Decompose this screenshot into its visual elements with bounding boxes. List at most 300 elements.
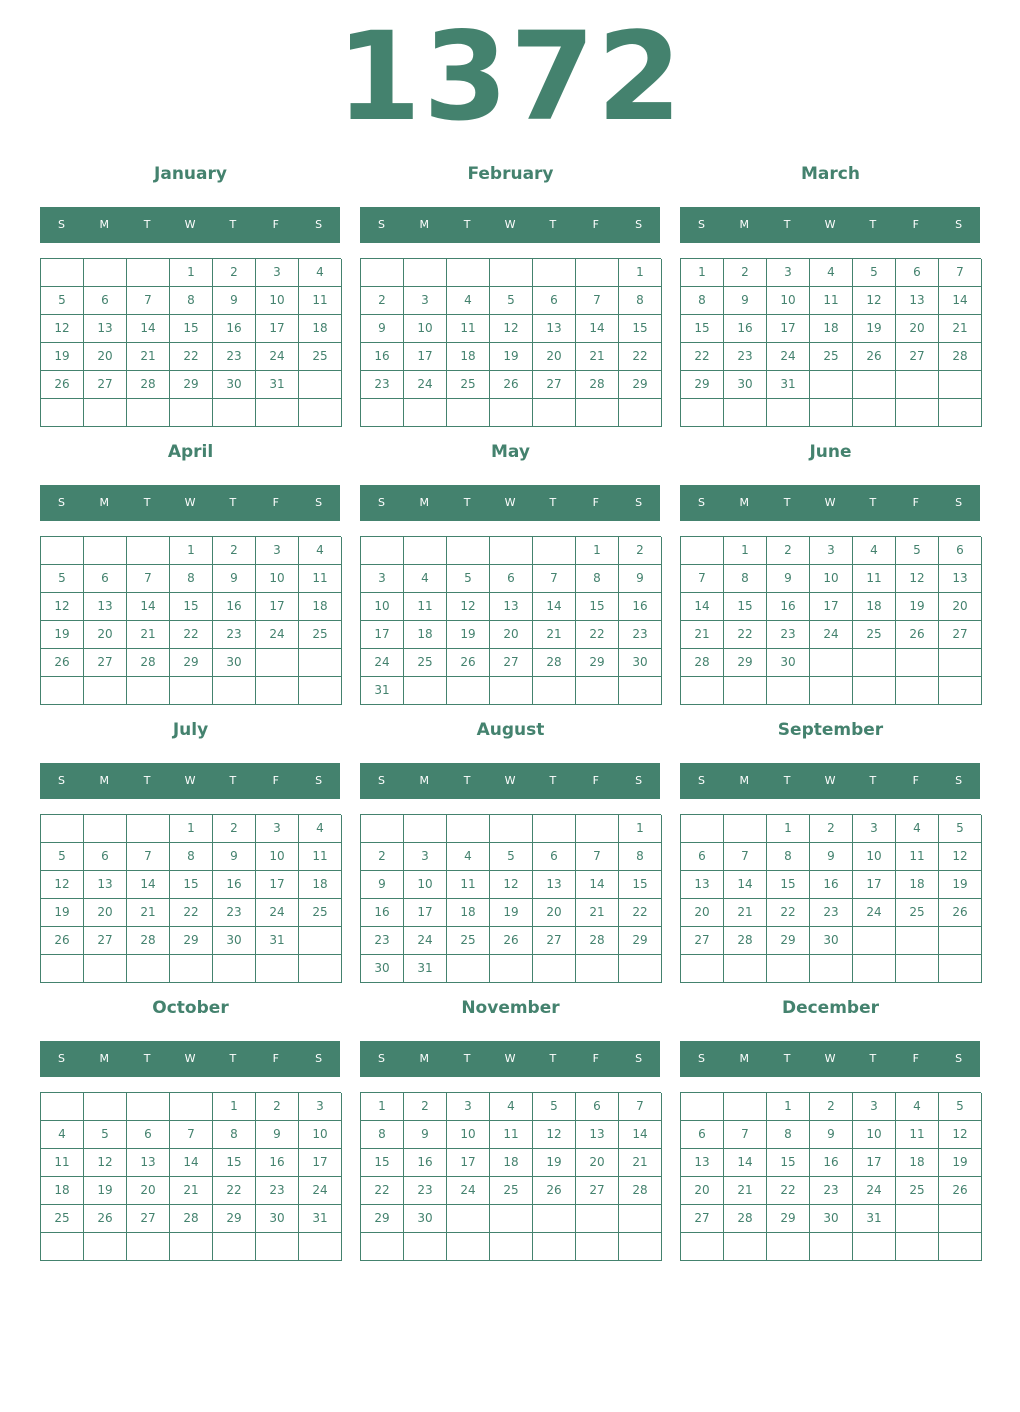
month-title: October xyxy=(152,998,229,1018)
empty-day-cell xyxy=(361,1233,404,1261)
empty-day-cell xyxy=(681,399,724,427)
day-cell: 18 xyxy=(853,593,896,621)
day-cell: 20 xyxy=(490,621,533,649)
day-cell: 12 xyxy=(853,287,896,315)
empty-day-cell xyxy=(576,1233,619,1261)
day-cell: 3 xyxy=(256,259,299,287)
day-cell: 26 xyxy=(896,621,939,649)
empty-day-cell xyxy=(127,815,170,843)
weekday-label: S xyxy=(377,496,385,509)
day-cell: 16 xyxy=(213,871,256,899)
day-cell: 21 xyxy=(724,899,767,927)
day-cell: 1 xyxy=(170,259,213,287)
month-title: July xyxy=(172,720,209,740)
day-cell: 29 xyxy=(619,927,662,955)
day-cell: 18 xyxy=(299,593,342,621)
day-cell: 4 xyxy=(299,259,342,287)
weekday-label: W xyxy=(504,496,516,509)
empty-day-cell xyxy=(127,1093,170,1121)
day-cell: 2 xyxy=(404,1093,447,1121)
weekday-label: S xyxy=(57,1052,65,1065)
day-cell: 26 xyxy=(490,371,533,399)
day-cell: 12 xyxy=(490,315,533,343)
weekday-label: T xyxy=(229,496,237,509)
day-cell: 29 xyxy=(361,1205,404,1233)
day-cell: 22 xyxy=(767,1177,810,1205)
day-cell: 12 xyxy=(41,871,84,899)
day-cell: 15 xyxy=(619,871,662,899)
empty-day-cell xyxy=(299,371,342,399)
empty-day-cell xyxy=(127,399,170,427)
empty-day-cell xyxy=(810,371,853,399)
day-cell: 20 xyxy=(127,1177,170,1205)
weekday-label: M xyxy=(99,1052,110,1065)
weekday-label: S xyxy=(955,1052,963,1065)
day-cell: 21 xyxy=(127,899,170,927)
empty-day-cell xyxy=(170,677,213,705)
day-cell: 25 xyxy=(490,1177,533,1205)
day-cell: 22 xyxy=(619,343,662,371)
day-cell: 14 xyxy=(576,315,619,343)
empty-day-cell xyxy=(490,815,533,843)
weekday-label: T xyxy=(869,218,877,231)
day-cell: 8 xyxy=(767,843,810,871)
day-cell: 11 xyxy=(447,871,490,899)
empty-day-cell xyxy=(84,1093,127,1121)
day-cell: 10 xyxy=(256,287,299,315)
weekday-label: S xyxy=(697,1052,705,1065)
empty-day-cell xyxy=(533,955,576,983)
empty-day-cell xyxy=(361,815,404,843)
empty-day-cell xyxy=(84,1233,127,1261)
weekday-header xyxy=(40,1041,340,1077)
day-cell: 4 xyxy=(299,537,342,565)
empty-day-cell xyxy=(41,1233,84,1261)
day-grid xyxy=(40,536,341,705)
day-cell: 17 xyxy=(256,871,299,899)
weekday-label: S xyxy=(635,496,643,509)
empty-day-cell xyxy=(724,815,767,843)
empty-day-cell xyxy=(853,649,896,677)
day-cell: 30 xyxy=(361,955,404,983)
day-cell: 24 xyxy=(361,649,404,677)
empty-day-cell xyxy=(810,1233,853,1261)
day-cell: 9 xyxy=(810,843,853,871)
empty-day-cell xyxy=(41,537,84,565)
day-cell: 18 xyxy=(447,343,490,371)
day-cell: 28 xyxy=(619,1177,662,1205)
day-cell: 4 xyxy=(404,565,447,593)
weekday-label: S xyxy=(315,774,323,787)
day-cell: 22 xyxy=(724,621,767,649)
day-cell: 2 xyxy=(213,537,256,565)
day-cell: 10 xyxy=(447,1121,490,1149)
day-cell: 25 xyxy=(447,371,490,399)
day-cell: 31 xyxy=(361,677,404,705)
day-cell: 30 xyxy=(619,649,662,677)
empty-day-cell xyxy=(533,815,576,843)
weekday-label: W xyxy=(184,218,196,231)
empty-day-cell xyxy=(619,955,662,983)
day-cell: 19 xyxy=(84,1177,127,1205)
weekday-label: T xyxy=(463,1052,471,1065)
day-cell: 8 xyxy=(361,1121,404,1149)
day-cell: 24 xyxy=(447,1177,490,1205)
day-cell: 8 xyxy=(213,1121,256,1149)
day-cell: 23 xyxy=(767,621,810,649)
weekday-header xyxy=(680,1041,980,1077)
day-cell: 5 xyxy=(490,287,533,315)
day-cell: 11 xyxy=(896,843,939,871)
day-cell: 24 xyxy=(810,621,853,649)
day-cell: 26 xyxy=(41,927,84,955)
weekday-header xyxy=(680,485,980,521)
day-cell: 29 xyxy=(767,1205,810,1233)
empty-day-cell xyxy=(256,649,299,677)
day-cell: 25 xyxy=(810,343,853,371)
day-grid xyxy=(40,1092,341,1261)
day-cell: 28 xyxy=(681,649,724,677)
month-title: May xyxy=(491,442,530,462)
day-cell: 11 xyxy=(299,565,342,593)
day-cell: 3 xyxy=(361,565,404,593)
empty-day-cell xyxy=(256,677,299,705)
day-cell: 1 xyxy=(681,259,724,287)
day-cell: 4 xyxy=(896,1093,939,1121)
day-cell: 2 xyxy=(256,1093,299,1121)
day-cell: 9 xyxy=(619,565,662,593)
day-grid xyxy=(360,814,661,983)
weekday-label: S xyxy=(697,774,705,787)
day-cell: 18 xyxy=(447,899,490,927)
day-cell: 15 xyxy=(170,871,213,899)
day-cell: 21 xyxy=(576,343,619,371)
day-cell: 21 xyxy=(681,621,724,649)
empty-day-cell xyxy=(490,1233,533,1261)
day-cell: 6 xyxy=(896,259,939,287)
day-grid xyxy=(680,1092,981,1261)
empty-day-cell xyxy=(299,927,342,955)
weekday-label: W xyxy=(824,1052,836,1065)
empty-day-cell xyxy=(447,399,490,427)
empty-day-cell xyxy=(896,1205,939,1233)
day-cell: 25 xyxy=(41,1205,84,1233)
day-cell: 10 xyxy=(361,593,404,621)
weekday-label: S xyxy=(955,218,963,231)
empty-day-cell xyxy=(896,677,939,705)
day-cell: 25 xyxy=(853,621,896,649)
day-cell: 10 xyxy=(853,843,896,871)
empty-day-cell xyxy=(490,259,533,287)
day-cell: 19 xyxy=(447,621,490,649)
day-cell: 4 xyxy=(41,1121,84,1149)
day-cell: 5 xyxy=(853,259,896,287)
empty-day-cell xyxy=(127,677,170,705)
day-cell: 31 xyxy=(767,371,810,399)
day-cell: 13 xyxy=(681,871,724,899)
day-cell: 27 xyxy=(939,621,982,649)
day-cell: 7 xyxy=(619,1093,662,1121)
day-cell: 19 xyxy=(939,1149,982,1177)
empty-day-cell xyxy=(896,399,939,427)
day-cell: 14 xyxy=(724,871,767,899)
day-cell: 11 xyxy=(41,1149,84,1177)
day-cell: 23 xyxy=(724,343,767,371)
weekday-label: F xyxy=(272,496,279,509)
day-cell: 15 xyxy=(681,315,724,343)
weekday-label: T xyxy=(229,218,237,231)
month-title: June xyxy=(809,442,852,462)
day-cell: 22 xyxy=(619,899,662,927)
day-cell: 7 xyxy=(127,565,170,593)
day-cell: 11 xyxy=(853,565,896,593)
day-cell: 23 xyxy=(810,1177,853,1205)
empty-day-cell xyxy=(213,677,256,705)
weekday-label: M xyxy=(99,218,110,231)
day-cell: 4 xyxy=(490,1093,533,1121)
day-cell: 26 xyxy=(939,899,982,927)
day-cell: 20 xyxy=(681,899,724,927)
empty-day-cell xyxy=(170,1093,213,1121)
weekday-label: T xyxy=(549,1052,557,1065)
empty-day-cell xyxy=(767,399,810,427)
day-cell: 15 xyxy=(361,1149,404,1177)
day-cell: 20 xyxy=(576,1149,619,1177)
day-cell: 3 xyxy=(256,815,299,843)
day-cell: 28 xyxy=(127,649,170,677)
day-cell: 22 xyxy=(170,899,213,927)
day-cell: 25 xyxy=(299,899,342,927)
day-cell: 7 xyxy=(170,1121,213,1149)
weekday-label: T xyxy=(549,218,557,231)
day-cell: 23 xyxy=(361,927,404,955)
day-cell: 25 xyxy=(447,927,490,955)
weekday-label: S xyxy=(57,496,65,509)
day-cell: 8 xyxy=(576,565,619,593)
day-cell: 23 xyxy=(213,343,256,371)
day-cell: 6 xyxy=(681,1121,724,1149)
day-cell: 6 xyxy=(939,537,982,565)
day-cell: 24 xyxy=(256,343,299,371)
empty-day-cell xyxy=(404,537,447,565)
day-cell: 18 xyxy=(490,1149,533,1177)
weekday-label: M xyxy=(99,774,110,787)
day-cell: 27 xyxy=(127,1205,170,1233)
day-cell: 30 xyxy=(213,927,256,955)
day-cell: 9 xyxy=(256,1121,299,1149)
empty-day-cell xyxy=(404,399,447,427)
day-cell: 10 xyxy=(853,1121,896,1149)
empty-day-cell xyxy=(361,399,404,427)
weekday-label: M xyxy=(419,218,430,231)
weekday-label: M xyxy=(419,1052,430,1065)
empty-day-cell xyxy=(810,677,853,705)
day-cell: 27 xyxy=(84,649,127,677)
weekday-label: T xyxy=(143,496,151,509)
day-cell: 11 xyxy=(810,287,853,315)
day-cell: 21 xyxy=(533,621,576,649)
day-cell: 16 xyxy=(213,593,256,621)
weekday-label: S xyxy=(635,1052,643,1065)
empty-day-cell xyxy=(724,1093,767,1121)
empty-day-cell xyxy=(533,1233,576,1261)
empty-day-cell xyxy=(447,1233,490,1261)
day-cell: 17 xyxy=(853,1149,896,1177)
day-cell: 26 xyxy=(84,1205,127,1233)
empty-day-cell xyxy=(84,677,127,705)
day-cell: 10 xyxy=(404,315,447,343)
weekday-label: M xyxy=(419,496,430,509)
weekday-label: M xyxy=(99,496,110,509)
empty-day-cell xyxy=(127,1233,170,1261)
weekday-label: F xyxy=(272,774,279,787)
empty-day-cell xyxy=(490,677,533,705)
empty-day-cell xyxy=(447,259,490,287)
day-cell: 7 xyxy=(939,259,982,287)
day-cell: 4 xyxy=(299,815,342,843)
day-cell: 20 xyxy=(533,343,576,371)
empty-day-cell xyxy=(170,955,213,983)
day-cell: 26 xyxy=(447,649,490,677)
weekday-label: W xyxy=(824,218,836,231)
day-cell: 26 xyxy=(853,343,896,371)
day-cell: 11 xyxy=(404,593,447,621)
day-cell: 25 xyxy=(404,649,447,677)
day-cell: 1 xyxy=(767,815,810,843)
day-cell: 19 xyxy=(41,621,84,649)
day-cell: 24 xyxy=(853,1177,896,1205)
empty-day-cell xyxy=(84,955,127,983)
weekday-label: T xyxy=(463,218,471,231)
day-cell: 28 xyxy=(576,371,619,399)
empty-day-cell xyxy=(896,649,939,677)
day-cell: 29 xyxy=(767,927,810,955)
empty-day-cell xyxy=(533,677,576,705)
day-cell: 11 xyxy=(299,843,342,871)
day-cell: 26 xyxy=(939,1177,982,1205)
day-cell: 13 xyxy=(939,565,982,593)
empty-day-cell xyxy=(939,1233,982,1261)
day-cell: 29 xyxy=(724,649,767,677)
empty-day-cell xyxy=(939,649,982,677)
weekday-label: T xyxy=(783,1052,791,1065)
empty-day-cell xyxy=(767,955,810,983)
day-cell: 31 xyxy=(256,371,299,399)
empty-day-cell xyxy=(404,677,447,705)
day-cell: 23 xyxy=(213,899,256,927)
day-cell: 17 xyxy=(767,315,810,343)
day-cell: 31 xyxy=(404,955,447,983)
empty-day-cell xyxy=(576,955,619,983)
day-cell: 18 xyxy=(41,1177,84,1205)
weekday-header xyxy=(360,485,660,521)
day-cell: 20 xyxy=(84,899,127,927)
day-cell: 14 xyxy=(127,593,170,621)
day-cell: 29 xyxy=(576,649,619,677)
day-cell: 3 xyxy=(299,1093,342,1121)
day-cell: 18 xyxy=(299,871,342,899)
day-cell: 26 xyxy=(41,649,84,677)
day-cell: 19 xyxy=(853,315,896,343)
day-cell: 16 xyxy=(213,315,256,343)
day-cell: 5 xyxy=(939,815,982,843)
weekday-label: T xyxy=(549,496,557,509)
day-cell: 16 xyxy=(767,593,810,621)
day-cell: 7 xyxy=(724,1121,767,1149)
empty-day-cell xyxy=(533,537,576,565)
day-cell: 17 xyxy=(256,593,299,621)
empty-day-cell xyxy=(810,399,853,427)
day-cell: 31 xyxy=(256,927,299,955)
day-cell: 13 xyxy=(84,593,127,621)
day-cell: 7 xyxy=(576,287,619,315)
day-cell: 13 xyxy=(127,1149,170,1177)
day-cell: 4 xyxy=(447,843,490,871)
month-title: September xyxy=(777,720,884,740)
empty-day-cell xyxy=(41,399,84,427)
empty-day-cell xyxy=(853,927,896,955)
day-cell: 24 xyxy=(299,1177,342,1205)
day-cell: 9 xyxy=(724,287,767,315)
day-cell: 3 xyxy=(447,1093,490,1121)
day-cell: 17 xyxy=(447,1149,490,1177)
day-cell: 17 xyxy=(853,871,896,899)
empty-day-cell xyxy=(41,677,84,705)
day-cell: 22 xyxy=(361,1177,404,1205)
day-cell: 27 xyxy=(681,927,724,955)
day-cell: 8 xyxy=(724,565,767,593)
day-cell: 29 xyxy=(681,371,724,399)
weekday-label: T xyxy=(869,496,877,509)
day-cell: 17 xyxy=(256,315,299,343)
day-cell: 27 xyxy=(490,649,533,677)
empty-day-cell xyxy=(939,955,982,983)
day-cell: 13 xyxy=(84,315,127,343)
day-cell: 1 xyxy=(619,259,662,287)
weekday-label: S xyxy=(635,774,643,787)
weekday-label: W xyxy=(504,218,516,231)
day-cell: 18 xyxy=(810,315,853,343)
weekday-label: W xyxy=(824,496,836,509)
day-grid xyxy=(680,536,981,705)
empty-day-cell xyxy=(724,955,767,983)
weekday-label: W xyxy=(184,774,196,787)
empty-day-cell xyxy=(127,537,170,565)
day-cell: 7 xyxy=(724,843,767,871)
month-title: February xyxy=(467,164,554,184)
day-cell: 28 xyxy=(576,927,619,955)
weekday-label: W xyxy=(824,774,836,787)
empty-day-cell xyxy=(619,677,662,705)
day-cell: 11 xyxy=(299,287,342,315)
empty-day-cell xyxy=(299,955,342,983)
empty-day-cell xyxy=(939,677,982,705)
empty-day-cell xyxy=(767,677,810,705)
day-cell: 6 xyxy=(533,843,576,871)
weekday-label: T xyxy=(869,1052,877,1065)
day-cell: 2 xyxy=(810,1093,853,1121)
day-cell: 12 xyxy=(896,565,939,593)
empty-day-cell xyxy=(447,955,490,983)
day-cell: 23 xyxy=(619,621,662,649)
day-cell: 13 xyxy=(533,315,576,343)
day-cell: 8 xyxy=(681,287,724,315)
day-cell: 24 xyxy=(767,343,810,371)
day-cell: 17 xyxy=(404,899,447,927)
day-cell: 12 xyxy=(939,843,982,871)
day-cell: 15 xyxy=(213,1149,256,1177)
day-cell: 27 xyxy=(576,1177,619,1205)
